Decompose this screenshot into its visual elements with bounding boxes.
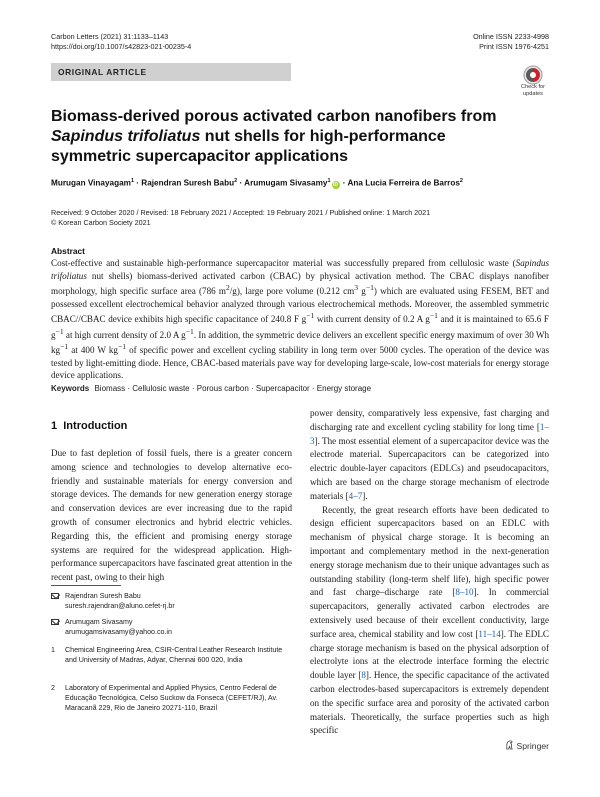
affiliation-2: [51, 683, 292, 713]
affiliation-text: Laboratory of Experimental and Applied Physics, Centro Federal de Educação Tecnológica, Celso Suckow da Fonseca (CEFET/RJ), Av. Maracanã 229, Rio de Janeiro 20271-110, Brazil: [65, 684, 278, 712]
keyword: Supercapacitor: [255, 384, 310, 393]
superscript: −1: [365, 283, 374, 292]
author-affiliation-mark: 1: [327, 178, 331, 184]
title-part2: nut shells for high-performance symmetric supercapacitor applications: [51, 128, 446, 165]
author-separator: ·: [134, 178, 142, 188]
citation-link[interactable]: 8: [361, 670, 366, 681]
corresponding-author-2: [51, 617, 292, 637]
intro-paragraph: [310, 504, 549, 739]
author-name[interactable]: Arumugam Sivasamy: [244, 178, 328, 188]
journal-header: [51, 32, 191, 52]
issn-print: Print ISSN 1976-4251: [479, 42, 549, 51]
date-history: Received: 9 October 2020 / Revised: 18 February 2021 / Accepted: 19 February 2021 / Published online: 1 March 2021: [51, 208, 431, 217]
publisher-logo: [505, 740, 549, 751]
keyword: Biomass: [94, 384, 126, 393]
article-type-banner: ORIGINAL ARTICLE: [51, 63, 291, 81]
author-separator: ·: [237, 178, 245, 188]
corresponding-name: Rajendran Suresh Babu: [65, 592, 141, 600]
text-fragment: ]. The EDLC charge storage mechanism is based on the physical adsorption of electrolyte ions at the electrode interface forming the electric double layer [: [310, 628, 549, 681]
superscript: 3: [354, 283, 359, 292]
corresponding-name: Arumugam Sivasamy: [65, 618, 133, 626]
abstract-fragment: g: [358, 286, 366, 297]
affiliation-text: Chemical Engineering Area, CSIR-Central Leather Research Institute and University of Madras, Adyar, Chennai 600 020, India: [65, 646, 283, 664]
abstract-fragment: at 400 W kg: [68, 345, 118, 356]
abstract-heading: Abstract: [51, 246, 85, 256]
abstract-species: Sapindus trifoliatus: [51, 258, 549, 281]
envelope-icon: [51, 591, 63, 601]
affiliation-number: 1: [51, 646, 55, 654]
section-number: 1: [51, 420, 58, 432]
keyword: Porous carbon: [196, 384, 249, 393]
text-fragment: ]. Hence, the specific capacitance of the activated carbon electrodes-based supercapacitors is extremely dependent on the specific surface area and porosity of the activated carbon materials. Theoretically, the surface properties such as high specific: [310, 670, 549, 736]
keyword: Cellulosic waste: [132, 384, 190, 393]
author-affiliation-mark: 1: [130, 178, 134, 184]
citation-link[interactable]: 8–10: [455, 587, 474, 598]
abstract-fragment: /g), large pore volume (0.212 cm: [229, 286, 355, 297]
intro-left-column: [51, 447, 292, 585]
citation-link[interactable]: 11–14: [478, 628, 501, 639]
keyword-separator: ·: [189, 384, 197, 393]
crossmark-label[interactable]: [513, 84, 553, 97]
citation-link[interactable]: 4–7: [348, 490, 363, 501]
author-name[interactable]: Murugan Vinayagam: [51, 178, 131, 188]
issn-online: Online ISSN 2233-4998: [473, 32, 549, 41]
doi-link[interactable]: https://doi.org/10.1007/s42823-021-00235-4: [51, 42, 192, 51]
abstract-fragment: at high current density of 2.0 A g: [63, 329, 186, 340]
crossmark-line2: updates: [523, 90, 543, 97]
affiliation-1: [51, 645, 292, 665]
superscript: −1: [429, 311, 438, 321]
citation-link[interactable]: 1–3: [310, 421, 549, 446]
springer-horse-icon: [505, 740, 514, 750]
text-fragment: ]. In commercial supercapacitors, generally activated carbon electrodes are extensively used because of their excellent conductivity, large surface area, chemical stability and low cost [: [310, 587, 549, 639]
author-affiliation-mark: 2: [234, 178, 238, 184]
abstract-fragment: nut shells) biomass-derived activated carbon (CBAC) by physical activation method. The CBAC displays nanofiber morphology, high specific surface area (786 m: [51, 270, 549, 297]
corresponding-author-1: [51, 591, 292, 611]
author-separator: ·: [340, 178, 348, 188]
abstract-fragment: with current density of 0.2 A g: [314, 314, 430, 325]
keyword-separator: ·: [248, 384, 256, 393]
text-fragment: Recently, the great research efforts have been dedicated to design efficient supercapacitors based on an EDLC with mechanism of physical charge storage. It is becoming an important and complementary method in the next-generation energy storage mechanism due to their unique advantages such as outstanding stability (long-term shelf life), high specific power and fast charge–discharge rate [: [310, 504, 549, 598]
title-part1: Biomass-derived porous activated carbon nanofibers from: [51, 108, 497, 125]
superscript: −1: [60, 342, 69, 352]
text-fragment: power density, comparatively less expensive, fast charging and discharging rate and excellent cycling stability for long time [: [310, 408, 549, 432]
keyword-separator: ·: [125, 384, 133, 393]
issn-header: [473, 32, 549, 52]
abstract-fragment: . In addition, the symmetric device delivers an excellent specific energy maximum of over 30 Wh kg: [51, 329, 549, 356]
section-heading: [51, 420, 127, 432]
section-title: Introduction: [63, 420, 128, 432]
corresponding-email[interactable]: arumugamsivasamy@yahoo.co.in: [65, 628, 172, 636]
intro-paragraph: [310, 407, 549, 504]
corresponding-email[interactable]: suresh.rajendran@aluno.cefet-rj.br: [65, 602, 175, 610]
keywords-label: Keywords: [51, 384, 90, 393]
abstract-fragment: and it is maintained to 65.6 F g: [51, 314, 549, 340]
superscript: −1: [55, 326, 64, 336]
author-name[interactable]: Ana Lucia Ferreira de Barros: [347, 178, 460, 188]
superscript: 2: [225, 283, 230, 292]
keyword-separator: ·: [309, 384, 317, 393]
journal-citation: Carbon Letters (2021) 31:1133–1143: [51, 32, 169, 41]
abstract-fragment: Cost-effective and sustainable high-performance supercapacitor material was successfully prepared from cellulosic waste (: [51, 258, 516, 268]
author-affiliation-mark: 2: [459, 178, 463, 184]
author-name[interactable]: Rajendran Suresh Babu: [141, 178, 235, 188]
affiliation-number: 2: [51, 684, 55, 692]
superscript: −1: [306, 311, 315, 321]
intro-right-column: [310, 407, 549, 738]
text-fragment: ]. The most essential element of a supercapacitor device was the electrode material. Supercapacitors can be categorized into electric double-layer capacitors (EDLCs) and pseudocapacitors, which are based on the charge storage mechanism of electrode materials [: [310, 435, 549, 501]
superscript: −1: [117, 342, 127, 352]
title-species: Sapindus trifoliatus: [51, 128, 201, 145]
envelope-icon: [51, 617, 63, 627]
author-list: [51, 176, 551, 189]
intro-paragraph: Due to fast depletion of fossil fuels, there is a greater concern among science and technologies to develop alternative eco-friendly and sustainable materials for energy conversion and storage devices. The demands for new generation energy storage and conservation devices are ever increasing due to the rapid growth of consumer electronics and hybrid electric vehicles. Regarding this, the efficient and promising energy storage systems are required for the widespread application. High-performance supercapacitors have fascinated great attention in the recent past, owing to their high: [51, 448, 292, 583]
abstract-fragment: ) which are evaluated using FESEM, BET and possessed excellent electrochemical behavior analyzed through various electrochemical methods. Moreover, the assembled symmetric CBAC//CBAC device exhibits high specific capacitance of 240.8 F g: [51, 286, 549, 325]
crossmark-line1: Check for: [521, 84, 545, 90]
keywords: [51, 383, 371, 394]
text-fragment: ].: [362, 490, 368, 501]
orcid-icon[interactable]: iD: [333, 181, 338, 188]
superscript: −1: [185, 326, 194, 336]
abstract-text: [51, 257, 549, 382]
footnote-divider: [51, 585, 121, 586]
copyright-line: © Korean Carbon Society 2021: [51, 218, 151, 227]
article-title: [51, 107, 521, 167]
publisher-name: Springer: [516, 741, 549, 751]
publication-dates: [51, 208, 430, 228]
keyword: Energy storage: [316, 384, 372, 393]
abstract-fragment: of specific power and excellent cycling stability in long term over 5000 cycles. The operation of the device was tested by light-emitting diode. Hence, CBAC-based materials pave way for developing large-scale, low-cost materials for energy storage device applications.: [51, 345, 549, 381]
